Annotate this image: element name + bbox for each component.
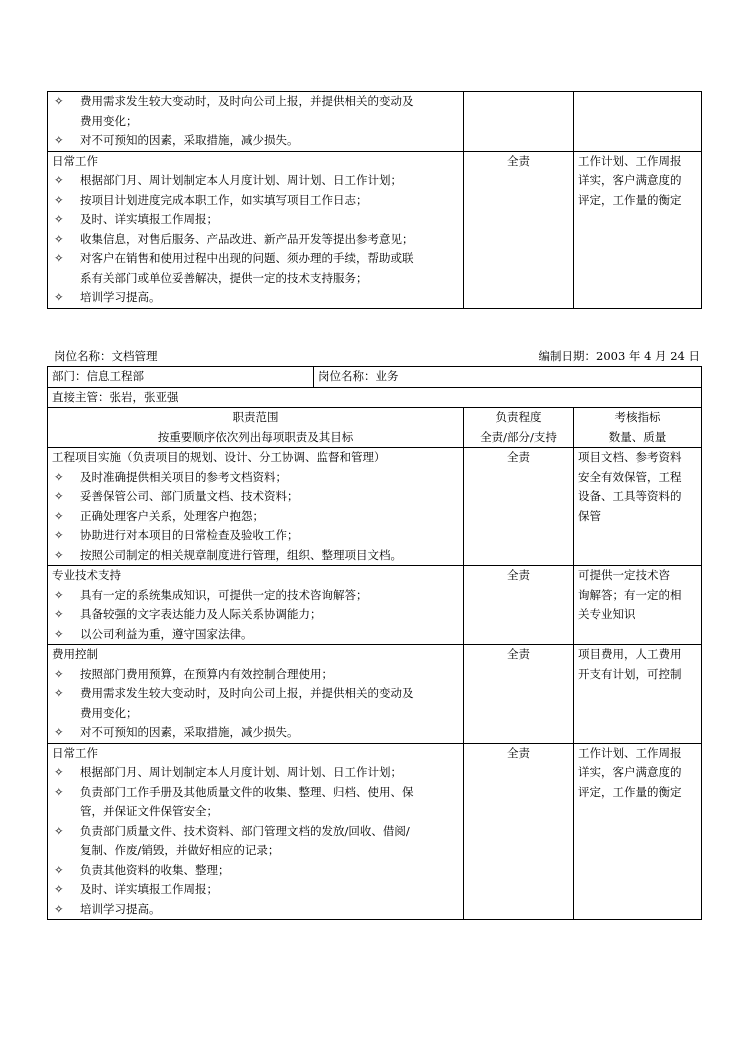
supervisor-row [48,387,702,408]
duty-item-text [80,763,459,783]
duty-item [52,880,459,900]
duty-item-line: 及时准确提供相关项目的参考文档资料； [80,469,287,484]
indicator-cell [574,645,702,744]
responsibility-cell: 全责 [464,448,574,566]
duty-item-line: 管，并保证文件保管安全； [80,804,218,818]
bullet-icon: ✧ [54,626,64,641]
bullet-icon: ✧ [54,528,64,542]
bullet-icon: ✧ [54,862,64,877]
duty-cell [48,448,464,566]
duty-item-text [80,468,459,488]
main-duty-table [47,366,702,920]
bullet-icon: ✧ [54,251,64,265]
header-duty-line1: 职责范围 [232,410,279,424]
duty-item-line: 以公司利益为重，遵守国家法律。 [80,626,253,641]
duty-item-text [80,822,459,861]
compile-date-label: 编制日期：2003 年 4 月 24 日 [538,349,700,363]
duty-heading: 费用控制 [52,647,98,661]
indicator-line: 评定，工作量的衡定 [578,784,682,799]
indicator-cell [574,566,702,645]
indicator-cell [574,151,702,308]
duty-item-line: 费用需求发生较大变动时，及时向公司上报，并提供相关的变动及 [80,94,414,108]
duty-item [52,546,459,566]
duty-item-line: 具备较强的文字表达能力及人际关系协调能力； [80,607,322,621]
duty-item [52,288,459,308]
duty-item [52,783,459,822]
duty-item [52,665,459,685]
bullet-icon: ✧ [54,231,64,246]
duty-item [52,822,459,861]
duty-item-line: 协助进行对本项目的日常检查及验收工作； [80,528,299,542]
responsibility-cell: 全责 [464,743,574,920]
duty-item [52,131,459,151]
duty-item-line: 费用变化； [80,705,138,720]
bullet-icon: ✧ [54,94,64,108]
duty-item-line: 及时、详实填报工作周报； [80,212,218,226]
duty-item-text [80,880,459,900]
indicator-line: 关专业知识 [578,607,636,621]
bullet-icon: ✧ [54,133,64,147]
duty-item-line: 对客户在销售和使用过程中出现的问题、须办理的手续，帮助或联 [80,251,414,265]
indicator-line: 设备、工具等资料的 [578,489,682,503]
bullet-icon: ✧ [54,607,64,621]
form-meta [54,347,700,365]
bullet-icon: ✧ [54,784,64,799]
duty-item [52,723,459,743]
duty-item-text [80,171,459,191]
duty-item-text [80,605,459,625]
bullet-icon: ✧ [54,489,64,503]
dept-row [48,367,702,388]
indicator-cell [574,448,702,566]
duty-heading: 工程项目实施（负责项目的规划、设计、分工协调、监督和管理） [52,450,386,464]
duty-cell [48,92,464,152]
duty-item-text [80,230,459,250]
bullet-icon: ✧ [54,547,64,562]
header-indicator [574,408,702,448]
duty-item [52,171,459,191]
responsibility-cell [464,92,574,152]
header-row [48,408,702,448]
duty-item-line: 对不可预知的因素，采取措施，减少损失。 [80,725,299,739]
duty-item-line: 具有一定的系统集成知识，可提供一定的技术咨询解答； [80,587,368,602]
duty-cell [48,743,464,920]
duty-item-text [80,900,459,920]
duty-item [52,507,459,527]
duty-heading: 日常工作 [52,153,98,168]
duty-item [52,900,459,920]
duty-heading: 专业技术支持 [52,568,121,582]
header-ind-line2: 数量、质量 [608,429,667,444]
responsibility-cell: 全责 [464,566,574,645]
duty-cell [48,645,464,744]
bullet-icon: ✧ [54,686,64,700]
position-cell: 岗位名称：业务 [314,367,702,388]
duty-item-text [80,665,459,685]
duty-cell [48,151,464,308]
duty-item-line: 费用变化； [80,113,138,128]
duty-cell [48,566,464,645]
duty-item-text [80,507,459,527]
bullet-icon: ✧ [54,823,64,838]
indicator-line: 开支有计划，可控制 [578,666,682,681]
duty-item-line: 负责其他资料的收集、整理； [80,862,230,877]
duty-item-line: 按项目计划进度完成本职工作，如实填写项目工作日志； [80,192,368,207]
duty-item-line: 费用需求发生较大变动时，及时向公司上报，并提供相关的变动及 [80,686,414,700]
duty-item-text [80,249,459,288]
duty-item-text [80,546,459,566]
duty-item-line: 培训学习提高。 [80,901,161,916]
duty-item-text [80,684,459,723]
duty-item-text [80,625,459,645]
indicator-line: 保管 [578,508,601,523]
duty-item [52,487,459,507]
duty-item-text [80,526,459,546]
top-duty-table [47,91,702,309]
duty-item [52,230,459,250]
bullet-icon: ✧ [54,290,64,304]
duty-row [48,645,702,744]
duty-item [52,92,459,131]
bullet-icon: ✧ [54,173,64,187]
duty-item-text [80,586,459,606]
duty-item-line: 负责部门工作手册及其他质量文件的收集、整理、归档、使用、保 [80,784,414,799]
bullet-icon: ✧ [54,765,64,779]
duty-row [48,92,702,152]
duty-item-line: 负责部门质量文件、技术资料、部门管理文档的发放/回收、借阅/ [80,823,410,838]
indicator-cell [574,92,702,152]
duty-row [48,743,702,920]
header-duty-scope [48,408,464,448]
duty-item-text [80,723,459,743]
indicator-line: 评定，工作量的衡定 [578,192,682,207]
supervisor-cell: 直接主管：张岩，张亚强 [48,387,702,408]
bullet-icon: ✧ [54,192,64,207]
main-table-body [48,367,702,920]
duty-item-line: 复制、作废/销毁，并做好相应的记录； [80,843,280,857]
indicator-cell [574,743,702,920]
indicator-line: 询解答；有一定的相 [578,587,682,602]
duty-item-text [80,783,459,822]
header-responsibility [464,408,574,448]
duty-item-line: 正确处理客户关系，处理客户抱怨； [80,508,264,523]
position-name-label: 岗位名称：文档管理 [54,349,158,363]
duty-item [52,586,459,606]
bullet-icon: ✧ [54,882,64,896]
responsibility-cell: 全责 [464,151,574,308]
duty-item-line: 根据部门月、周计划制定本人月度计划、周计划、日工作计划； [80,173,402,187]
indicator-line: 详实，客户满意度的 [578,765,682,779]
duty-item-line: 对不可预知的因素，采取措施，减少损失。 [80,133,299,147]
duty-item [52,468,459,488]
duty-item [52,625,459,645]
header-duty-line2: 按重要顺序依次列出每项职责及其目标 [157,429,354,444]
bullet-icon: ✧ [54,587,64,602]
duty-item-text [80,487,459,507]
top-table-body [48,92,702,309]
duty-item-text [80,191,459,211]
indicator-line: 详实，客户满意度的 [578,173,682,187]
duty-row [48,566,702,645]
duty-item-text [80,131,459,151]
duty-item-line: 培训学习提高。 [80,290,161,304]
duty-item [52,191,459,211]
header-resp-line1: 负责程度 [495,410,542,424]
duty-item-line: 系有关部门或单位妥善解决，提供一定的技术支持服务； [80,270,368,285]
duty-heading: 日常工作 [52,745,98,760]
indicator-line: 安全有效保管，工程 [578,469,682,484]
bullet-icon: ✧ [54,469,64,484]
duty-item-line: 按照公司制定的相关规章制度进行管理，组织、整理项目文档。 [80,547,402,562]
duty-item [52,684,459,723]
duty-item-text [80,861,459,881]
duty-item-line: 根据部门月、周计划制定本人月度计划、周计划、日工作计划； [80,765,402,779]
duty-item [52,763,459,783]
bullet-icon: ✧ [54,666,64,681]
duty-item [52,605,459,625]
duty-item [52,861,459,881]
indicator-line: 可提供一定技术咨 [578,568,670,582]
department-cell: 部门：信息工程部 [48,367,314,388]
duty-row [48,151,702,308]
duty-item-line: 妥善保管公司、部门质量文档、技术资料； [80,489,299,503]
duty-item-text [80,288,459,308]
indicator-line: 项目费用，人工费用 [578,647,682,661]
duty-item-text [80,210,459,230]
responsibility-cell: 全责 [464,645,574,744]
header-resp-line2: 全责/部分/支持 [480,429,557,444]
bullet-icon: ✧ [54,725,64,739]
bullet-icon: ✧ [54,508,64,523]
duty-item [52,249,459,288]
indicator-line: 工作计划、工作周报 [578,745,682,760]
duty-item-line: 收集信息，对售后服务、产品改进、新产品开发等提出参考意见； [80,231,414,246]
duty-item-line: 按照部门费用预算，在预算内有效控制合理使用； [80,666,333,681]
duty-row [48,448,702,566]
indicator-line: 项目文档、参考资料 [578,450,682,464]
duty-item [52,210,459,230]
bullet-icon: ✧ [54,212,64,226]
bullet-icon: ✧ [54,901,64,916]
duty-item-text [80,92,459,131]
duty-item-line: 及时、详实填报工作周报； [80,882,218,896]
header-ind-line1: 考核指标 [614,410,661,424]
duty-item [52,526,459,546]
indicator-line: 工作计划、工作周报 [578,153,682,168]
